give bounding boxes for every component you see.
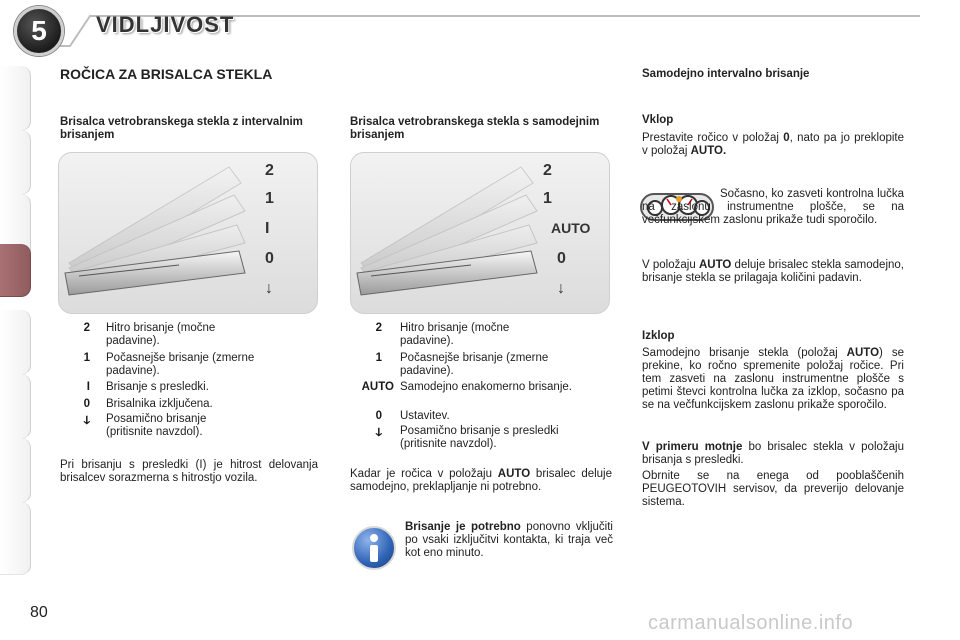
legend-text: Brisanje s presledki. [106, 381, 209, 393]
legend-key: 1 [375, 352, 382, 364]
legend-key: 0 [375, 410, 382, 422]
legend-text: Samodejno enakomerno brisanje. [400, 381, 572, 393]
note-text: Kadar je ročica v položaju [350, 468, 492, 480]
info-bold: Brisanje je potrebno [405, 521, 521, 533]
side-tab-active[interactable] [0, 244, 31, 297]
legend-text: Ustavitev. [400, 410, 450, 422]
izklop-bold: AUTO [846, 347, 880, 359]
lever-mark: 1 [265, 190, 274, 207]
info-text: ponovno vključiti po vsaki izključitvi kontakta, ki traja več kot eno minuto. [405, 521, 613, 559]
col3-heading: Samodejno intervalno brisanje [642, 68, 810, 80]
page-number: 80 [30, 604, 48, 621]
col1-note: Pri brisanju s presledki (I) je hitrost delovanja brisalcev sorazmerna s hitrostjo vozila. [60, 459, 318, 484]
lever-mark: I [265, 220, 270, 237]
vklop-bold-0: 0 [783, 132, 790, 144]
vklop-text-pre: Prestavite ročico v položaj [642, 132, 779, 144]
vklop-heading: Vklop [642, 114, 674, 126]
service-text: Obrnite se na enega od pooblaščenih PEUGEOTOVIH servisov, da preverijo delovanje sistema. [642, 470, 904, 508]
legend-text: Počasnejše brisanje (zmerne padavine). [400, 352, 549, 377]
col2-subheading: Brisalca vetrobranskega stekla s samodejnim brisanjem [350, 116, 600, 141]
section-heading: ROČICA ZA BRISALCA STEKLA [60, 66, 273, 82]
lever-mark: ↓ [265, 280, 273, 297]
lever-mark: 1 [543, 190, 552, 207]
side-tab-8[interactable] [0, 502, 31, 575]
page-title: VIDLJIVOST [96, 12, 235, 37]
legend-key: AUTO [361, 381, 394, 393]
vklop-text [642, 132, 904, 158]
izklop-text-post: ) se prekine, ko ročno spremenite položaj ročice. Pri tem zasveti na zaslonu instrumentne plošče s petimi števci kontrolna lučka za izklop, sočasno pa se na večfunkcijskem zaslonu prikaže sporočilo. [642, 347, 904, 411]
legend-key: ↆ [375, 425, 382, 439]
info-note [405, 521, 613, 560]
col2-note [350, 468, 612, 494]
legend-text: Počasnejše brisanje (zmerne padavine). [106, 352, 255, 377]
izklop-text-pre: Samodejno brisanje stekla (položaj [642, 347, 838, 359]
note-text: brisalec deluje samodejno, preklapljanje ni potrebno. [350, 468, 613, 493]
wiper-lever-graphic [59, 153, 317, 313]
note-bold: AUTO [497, 468, 531, 480]
wiper-lever-image-auto [350, 152, 610, 314]
legend-key: 0 [83, 398, 90, 410]
lever-mark: 0 [557, 250, 566, 267]
izklop-text [642, 347, 904, 412]
wiper-lever-image-interval [58, 152, 318, 314]
legend-text: Hitro brisanje (močne padavine). [106, 322, 216, 347]
auto-text-pre: V položaju [642, 259, 696, 271]
lever-mark: 2 [265, 162, 274, 179]
auto-text [642, 259, 904, 285]
col1-subheading: Brisalca vetrobranskega stekla z intervalnim brisanjem [60, 116, 303, 141]
vklop-bold-auto: AUTO. [690, 145, 727, 157]
legend-text: Posamično brisanje (pritisnite navzdol). [106, 413, 207, 438]
auto-text-post: deluje brisalec stekla samodejno, brisanje stekla se prilagaja količini padavin. [642, 259, 904, 284]
auto-bold: AUTO [698, 259, 732, 271]
wiper-lever-graphic [351, 153, 609, 313]
watermark: carmanualsonline.info [648, 612, 854, 634]
lever-mark: 0 [265, 250, 274, 267]
legend-text: Posamično brisanje s presledki (pritisnite navzdol). [400, 425, 559, 450]
legend-key: 2 [83, 322, 90, 334]
info-icon [352, 526, 396, 570]
legend-key: I [86, 381, 90, 393]
legend-key: ↆ [83, 413, 90, 427]
fault-text-body: bo brisalec stekla v položaju brisanja s presledki. [642, 441, 904, 466]
chapter-badge: 5 [14, 6, 64, 56]
lever-mark: ↓ [557, 280, 565, 297]
side-tab-5[interactable] [0, 310, 31, 375]
legend-text: Brisalnika izključena. [106, 398, 213, 410]
legend-key: 1 [83, 352, 90, 364]
lever-mark: 2 [543, 162, 552, 179]
lever-mark: AUTO [551, 220, 591, 236]
side-tab-6[interactable] [0, 374, 31, 439]
side-tab-1[interactable] [0, 66, 31, 131]
fault-text [642, 441, 904, 467]
side-tab-7[interactable] [0, 438, 31, 503]
side-tab-2[interactable] [0, 130, 31, 195]
dash-text: Sočasno, ko zasveti kontrolna lučka na zaslonu instrumentne plošče, se na večfunkcijskem zaslonu prikaže tudi sporočilo. [642, 188, 904, 226]
izklop-heading: Izklop [642, 330, 675, 342]
fault-bold: V primeru motnje [642, 441, 743, 453]
legend-text: Hitro brisanje (močne padavine). [400, 322, 510, 347]
vklop-text-mid: , nato pa jo preklopite v položaj [642, 132, 905, 157]
legend-key: 2 [375, 322, 382, 334]
